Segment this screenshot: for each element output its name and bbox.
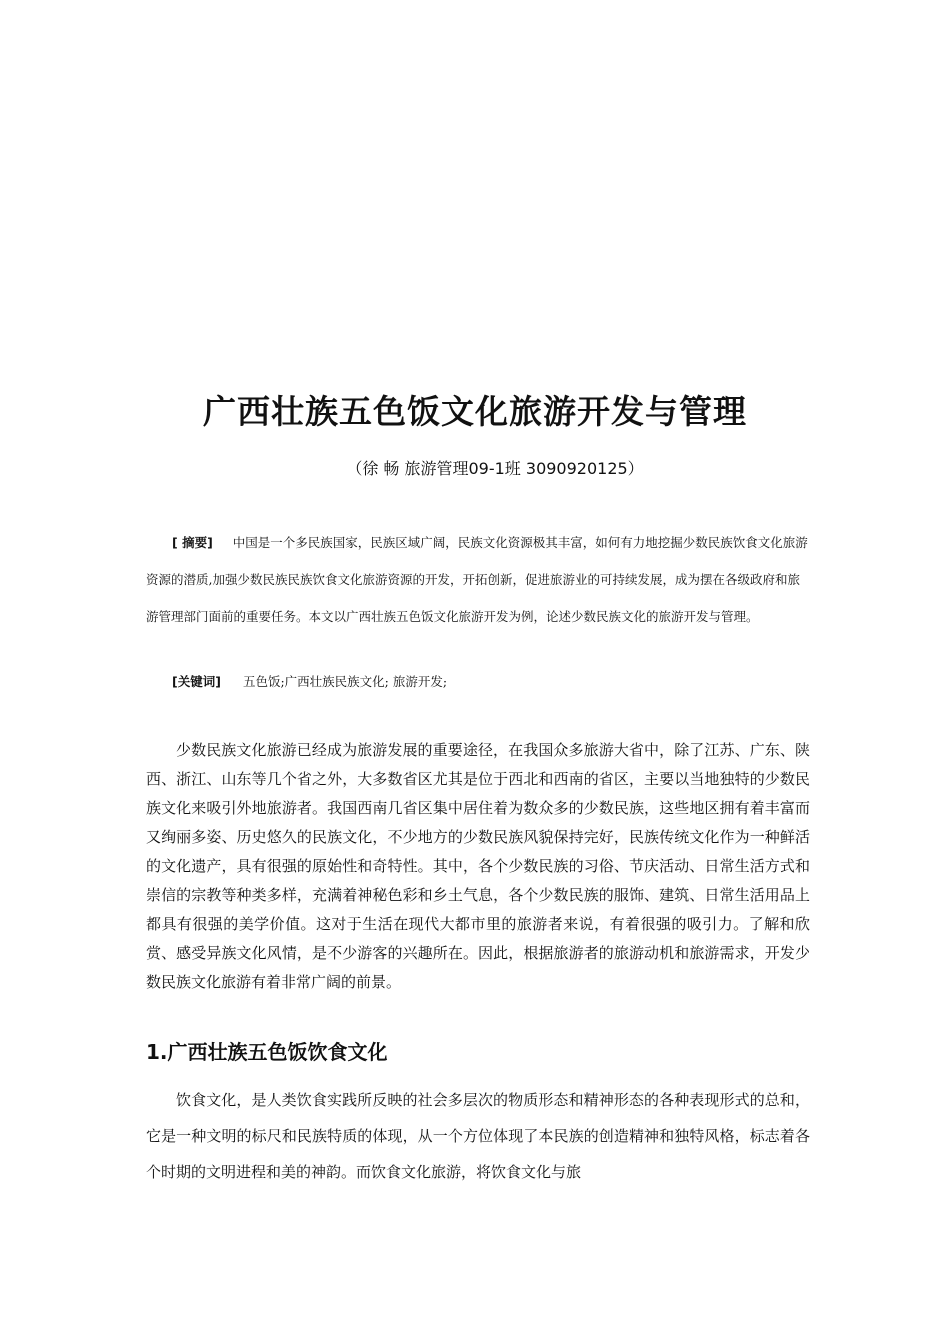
- document-title: 广西壮族五色饭文化旅游开发与管理: [203, 392, 747, 431]
- keywords-text: 五色饭;广西壮族民族文化; 旅游开发;: [242, 674, 448, 689]
- section-heading: 1.广西壮族五色饭饮食文化: [146, 1040, 388, 1064]
- keywords-label: [关键词]: [172, 674, 221, 689]
- author-line: （徐 畅 旅游管理09-1班 3090920125）: [346, 459, 644, 478]
- intro-paragraph: 少数民族文化旅游已经成为旅游发展的重要途径，在我国众多旅游大省中，除了江苏、广东、陕西、浙江、山东等几个省之外，大多数省区尤其是位于西北和西南的省区，主要以当地独特的少数民族文化来吸引外地旅游者。我国西南几省区集中居住着为数众多的少数民族，这些地区拥有着丰富而又绚丽多姿、历史悠久的民族文化，不少地方的少数民族风貌保持完好，民族传统文化作为一种鲜活的文化遗产，具有很强的原始性和奇特性。其中，各个少数民族的习俗、节庆活动、日常生活方式和崇信的宗教等种类多样，充满着神秘色彩和乡土气息，各个少数民族的服饰、建筑、日常生活用品上都具有很强的美学价值。这对于生活在现代大都市里的旅游者来说，有着很强的吸引力。了解和欣赏、感受异族文化风情，是不少游客的兴趣所在。因此，根据旅游者的旅游动机和旅游需求，开发少数民族文化旅游有着非常广阔的前景。: [146, 741, 810, 991]
- keywords-block: [172, 672, 447, 690]
- abstract-label: [ 摘要]: [172, 535, 213, 550]
- section-paragraph: 饮食文化，是人类饮食实践所反映的社会多层次的物质形态和精神形态的各种表现形式的总和，它是一种文明的标尺和民族特质的体现，从一个方位体现了本民族的创造精神和独特风格，标志着各个时期的文明进程和美的神韵。而饮食文化旅游，将饮食文化与旅: [146, 1091, 810, 1181]
- abstract-block: [146, 524, 810, 635]
- abstract-text: 中国是一个多民族国家，民族区域广阔，民族文化资源极其丰富，如何有力地挖掘少数民族饮食文化旅游资源的潜质,加强少数民族民族饮食文化旅游资源的开发，开拓创新，促进旅游业的可持续发展，成为摆在各级政府和旅游管理部门面前的重要任务。本文以广西壮族五色饭文化旅游开发为例，论述少数民族文化的旅游开发与管理。: [146, 535, 808, 624]
